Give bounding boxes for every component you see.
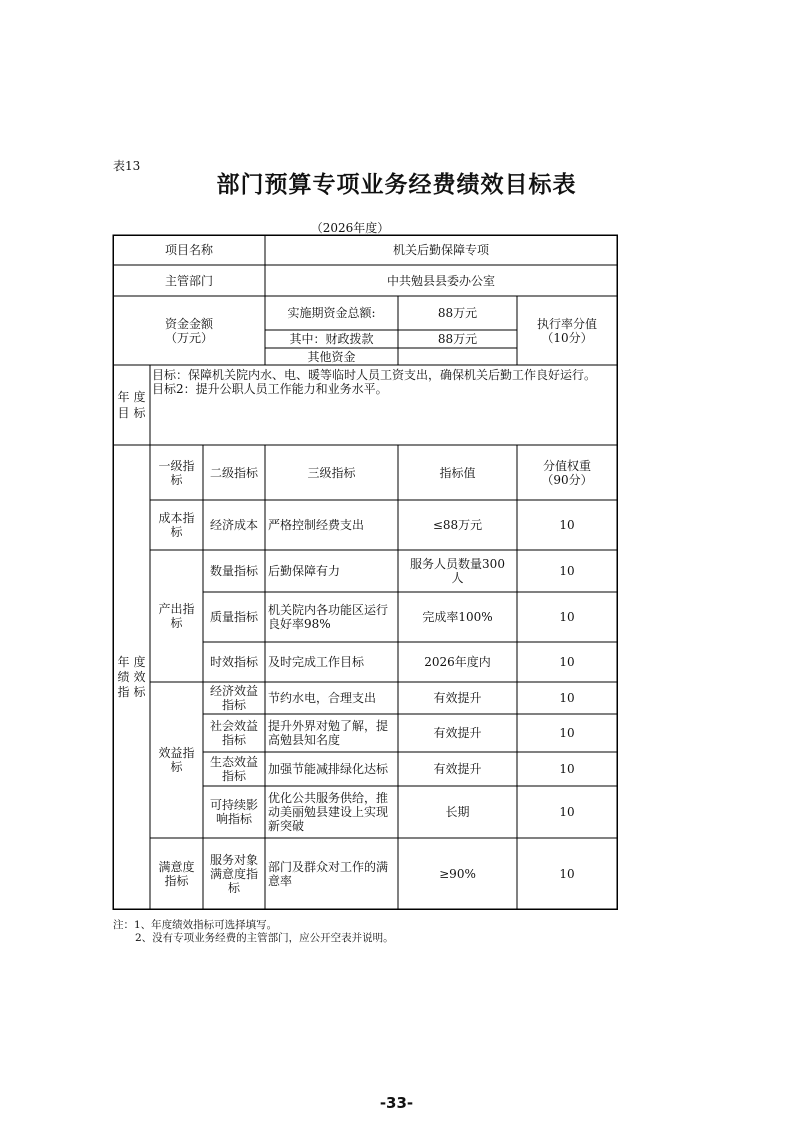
- fund-unit-text: （万元）: [164, 330, 213, 345]
- footnotes: [113, 919, 394, 945]
- project-name-value: 机关后勤保障专项: [392, 243, 489, 257]
- weight-header-text: 分值权重: [542, 458, 591, 473]
- row-level2: 数量指标: [209, 564, 258, 578]
- col-header-value: 指标值: [439, 465, 476, 480]
- annual-goal-side-label: [113, 365, 150, 445]
- row-weight: 10: [559, 564, 575, 578]
- goal-line-2: 目标2：提升公职人员工作能力和业务水平。: [152, 382, 388, 396]
- total-fund-value: 88万元: [437, 306, 478, 320]
- col-header-level3: 三级指标: [307, 465, 356, 480]
- row-weight: 10: [559, 610, 575, 624]
- group-benefit: 效益指标: [158, 746, 195, 774]
- row-weight: 10: [559, 518, 575, 532]
- row-level2: 时效指标: [209, 655, 258, 669]
- group-output: 产出指标: [158, 602, 195, 630]
- row-weight: 10: [559, 805, 575, 819]
- year-label: （2026年度）: [310, 221, 390, 235]
- goal-line-1: 目标：保障机关院内水、电、暖等临时人员工资支出，确保机关后勤工作良好运行。: [152, 368, 597, 382]
- row-value: 服务人员数量300人: [410, 557, 505, 585]
- row-level2: 服务对象满意度指标: [209, 852, 258, 895]
- row-level3: 及时完成工作目标: [268, 655, 365, 669]
- indicator-side-char: 绩: [117, 670, 130, 684]
- row-weight: 10: [559, 655, 575, 669]
- goal-side-char: 年: [117, 390, 130, 404]
- row-level3: 后勤保障有力: [268, 564, 341, 578]
- indicator-side-char: 年: [117, 655, 130, 669]
- exec-rate-label: 执行率分值: [536, 316, 597, 331]
- row-level3: 严格控制经费支出: [268, 518, 365, 532]
- row-weight: 10: [559, 726, 575, 740]
- exec-rate-score: [517, 296, 617, 365]
- row-level3: 加强节能减排绿化达标: [268, 762, 389, 776]
- col-header-weight: [517, 445, 617, 500]
- fiscal-fund-value: 88万元: [437, 332, 478, 346]
- page-title: 部门预算专项业务经费绩效目标表: [216, 172, 577, 198]
- row-weight: 10: [559, 866, 575, 881]
- dept-value: 中共勉县县委办公室: [386, 273, 495, 288]
- row-level3: 优化公共服务供给，推动美丽勉县建设上实现新突破: [268, 791, 389, 833]
- row-level2: 生态效益指标: [209, 755, 258, 783]
- indicator-side-char: 效: [133, 670, 146, 684]
- goal-side-char: 目: [117, 406, 130, 420]
- project-name-label: 项目名称: [164, 243, 213, 257]
- row-level2: 经济成本: [209, 518, 258, 532]
- row-weight: 10: [559, 762, 575, 776]
- fiscal-fund-label: 其中：财政拨款: [289, 332, 374, 346]
- group-cost: 成本指标: [158, 511, 195, 539]
- footnote-2: 2、没有专项业务经费的主管部门，应公开空表并说明。: [135, 932, 394, 944]
- total-fund-label: 实施期资金总额:: [287, 306, 376, 320]
- row-value: 2026年度内: [424, 655, 491, 669]
- indicator-side-char: 度: [133, 655, 146, 669]
- row-value: ≤88万元: [432, 518, 483, 532]
- table-number: 表13: [113, 159, 141, 173]
- dept-label: 主管部门: [164, 273, 213, 288]
- row-value: 完成率100%: [422, 610, 493, 624]
- indicator-side-char: 标: [133, 685, 146, 699]
- row-value: 长期: [445, 805, 470, 819]
- fund-label-text: 资金金额: [164, 316, 213, 331]
- row-weight: 10: [559, 691, 575, 705]
- performance-indicators-side-label: [113, 445, 150, 909]
- row-level3: 机关院内各功能区运行良好率98%: [268, 603, 389, 631]
- indicator-side-char: 指: [117, 685, 130, 699]
- footnote-1: 注：1、年度绩效指标可选择填写。: [113, 919, 278, 931]
- row-level3: 提升外界对勉了解，提高勉县知名度: [268, 719, 389, 747]
- group-satisfaction: 满意度指标: [158, 859, 195, 888]
- row-level2: 质量指标: [209, 610, 258, 624]
- other-fund-value: [398, 348, 517, 365]
- annual-goal-text: [152, 368, 618, 396]
- row-value: 有效提升: [433, 726, 482, 740]
- row-level2: 社会效益指标: [209, 719, 258, 747]
- exec-rate-value: （10分）: [541, 330, 593, 345]
- row-level3: 节约水电，合理支出: [268, 691, 377, 705]
- row-level2: 可持续影响指标: [209, 798, 258, 826]
- goal-side-char: 标: [133, 406, 146, 420]
- row-level2: 经济效益指标: [209, 684, 258, 712]
- other-fund-label: 其他资金: [307, 349, 356, 364]
- col-header-level1: 一级指标: [158, 458, 195, 487]
- goal-side-char: 度: [133, 390, 146, 404]
- fund-amount-label: [113, 296, 265, 365]
- row-value: 有效提升: [433, 762, 482, 776]
- row-value: ≥90%: [439, 866, 476, 881]
- row-value: 有效提升: [433, 691, 482, 705]
- row-level3: 部门及群众对工作的满意率: [268, 859, 389, 888]
- weight-header-sub: （90分）: [541, 472, 593, 487]
- col-header-level2: 二级指标: [209, 465, 258, 480]
- page-number: -33-: [379, 1094, 414, 1112]
